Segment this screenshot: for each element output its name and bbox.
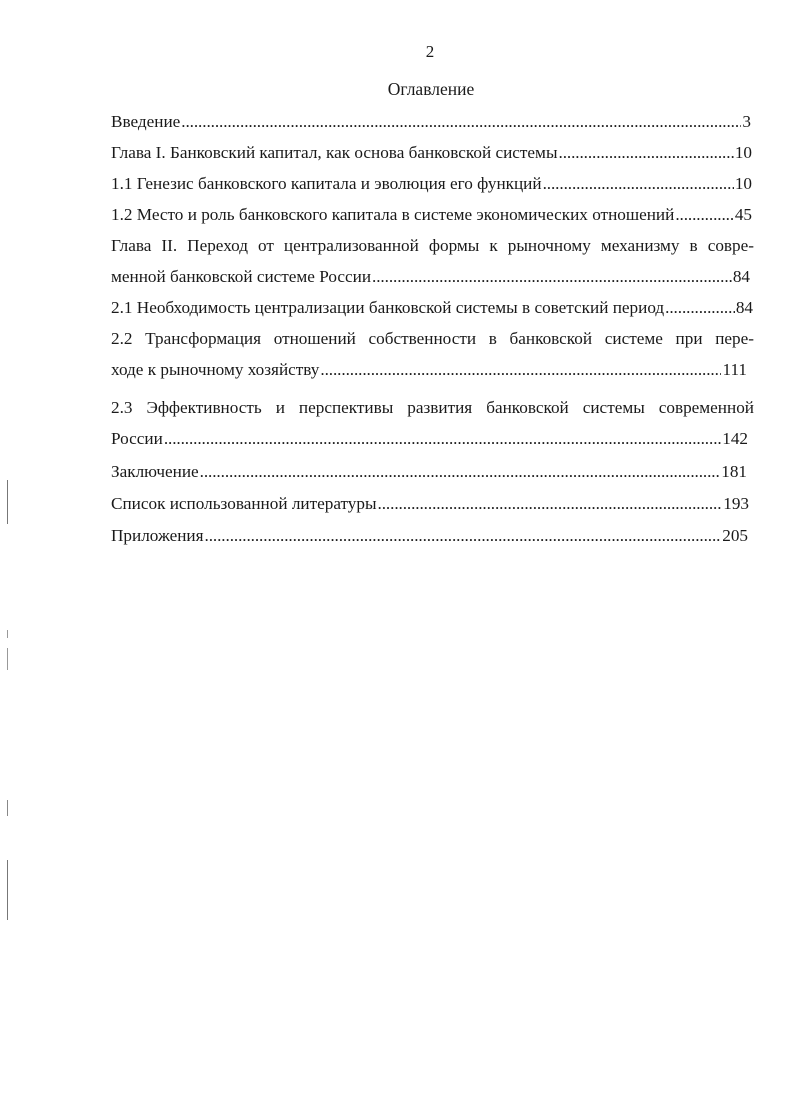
scan-edge-marks (6, 480, 10, 940)
scan-mark (7, 480, 8, 524)
toc-entry-text: Введение (111, 112, 181, 131)
toc-entry-section-2-1 (111, 296, 753, 320)
toc-entry-chapter-2 (111, 265, 750, 289)
toc-entry-references (111, 492, 749, 516)
toc-entry-section-2-3 (111, 427, 748, 451)
toc-entry-page: 205 (722, 526, 748, 545)
toc-entry-chapter-1 (111, 141, 752, 165)
toc-entry-page: 181 (721, 462, 747, 481)
toc-entry-page: 84 (732, 267, 750, 286)
toc-entry-page: 84 (735, 298, 753, 317)
toc-title: Оглавление (387, 79, 475, 99)
toc-entry-page: 45 (734, 205, 752, 224)
toc-entry-text: менной банковской системе России (111, 267, 372, 286)
toc-entry-section-2-2 (111, 358, 747, 382)
toc-entry-text: Список использованной литературы (111, 494, 377, 513)
leader-dots (320, 358, 721, 382)
leader-dots (675, 203, 733, 227)
toc-entry-page: 111 (722, 360, 747, 379)
toc-entry-section-1-1 (111, 172, 752, 196)
leader-dots (559, 141, 734, 165)
toc-entry-page: 10 (734, 143, 752, 162)
scan-mark (7, 648, 8, 670)
toc-entry-page: 193 (723, 494, 749, 513)
toc-entry-page: 3 (742, 112, 751, 131)
toc-entry-text: 1.2 Место и роль банковского капитала в системе экономических отношений (111, 205, 675, 224)
toc-entry-text: 2.1 Необходимость централизации банковской системы в советский период (111, 298, 665, 317)
toc-entry-page: 142 (722, 429, 748, 448)
toc-entry-section-1-2 (111, 203, 752, 227)
leader-dots (200, 460, 721, 484)
scan-mark (7, 860, 8, 920)
toc-entry-section-2-2-line-1: 2.2 Трансформация отношений собственности в банковской системе при пере- (111, 329, 754, 348)
toc-entry-text: 1.1 Генезис банковского капитала и эволюция его функций (111, 174, 542, 193)
leader-dots (543, 172, 734, 196)
toc-entry-intro (111, 110, 751, 134)
leader-dots (378, 492, 723, 516)
scan-mark (7, 630, 8, 638)
toc-entry-text: Глава I. Банковский капитал, как основа банковской системы (111, 143, 558, 162)
leader-dots (665, 296, 735, 320)
toc-entry-chapter-2-line-1: Глава II. Переход от централизованной формы к рыночному механизму в совре- (111, 236, 754, 255)
toc-entry-text: Заключение (111, 462, 199, 481)
leader-dots (372, 265, 732, 289)
toc-entry-text: ходе к рыночному хозяйству (111, 360, 320, 379)
page-number: 2 (425, 42, 435, 61)
toc-entry-section-2-3-line-1: 2.3 Эффективность и перспективы развития банковской системы современной (111, 398, 754, 417)
toc-entry-text: России (111, 429, 163, 448)
toc-entry-conclusion (111, 460, 747, 484)
scan-mark (7, 800, 8, 816)
toc-entry-appendices (111, 524, 748, 548)
leader-dots (181, 110, 741, 134)
leader-dots (164, 427, 721, 451)
toc-entry-text: Приложения (111, 526, 204, 545)
toc-entry-page: 10 (734, 174, 752, 193)
leader-dots (205, 524, 722, 548)
